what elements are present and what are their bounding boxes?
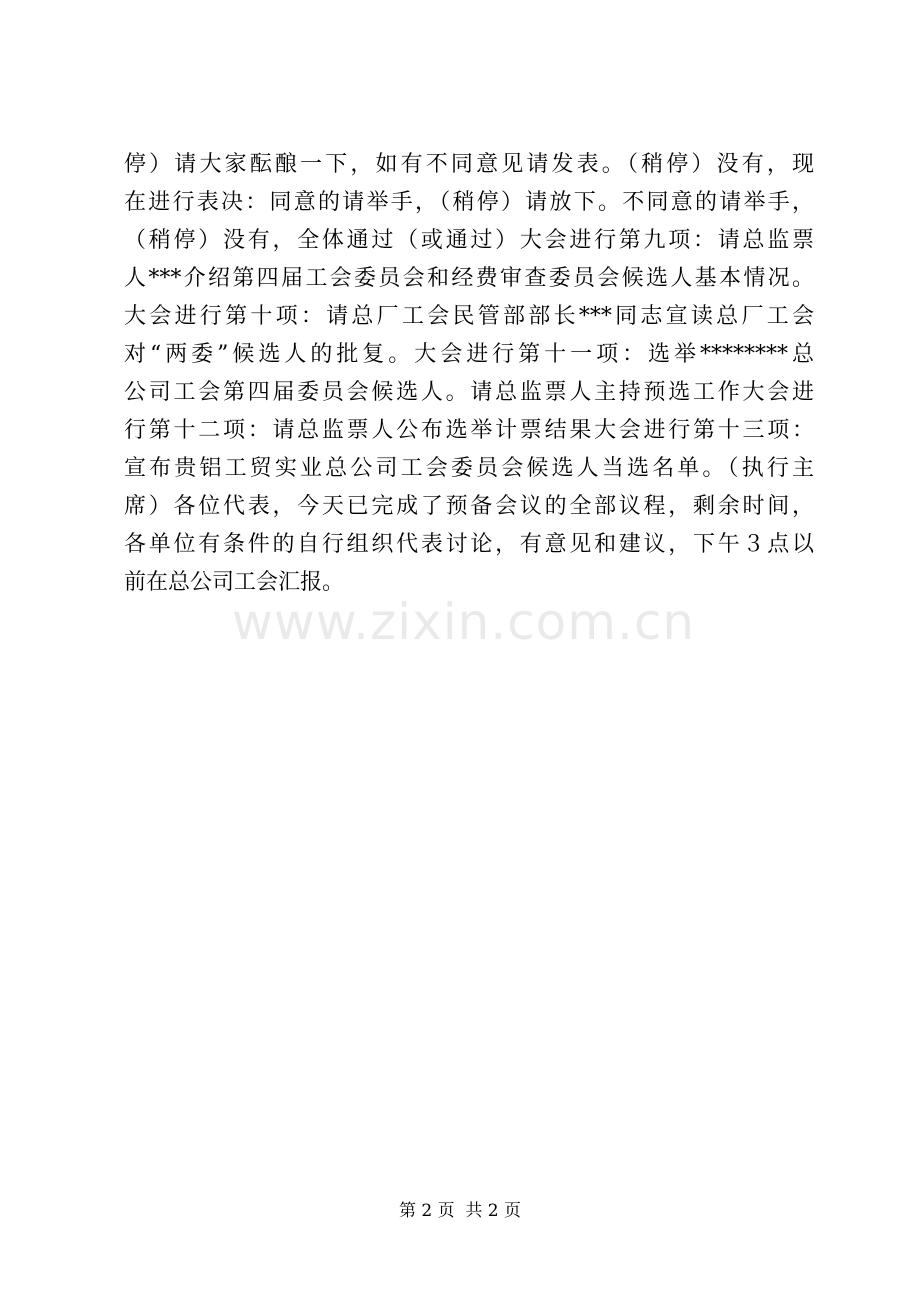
- text-line: 宣布贵铝工贸实业总公司工会委员会候选人当选名单。（执行主: [124, 456, 814, 481]
- watermark: www.zixin.com.cn: [232, 593, 696, 651]
- text-line: （稍停）没有，全体通过（或通过）大会进行第九项：请总监票: [124, 228, 814, 253]
- text-line: 大会进行第十项：请总厂工会民管部部长***同志宣读总厂工会: [124, 304, 814, 329]
- text-line: 前在总公司工会汇报。: [124, 570, 345, 595]
- text-line: 人***介绍第四届工会委员会和经费审查委员会候选人基本情况。: [124, 266, 814, 291]
- text-line: 停）请大家酝酿一下，如有不同意见请发表。（稍停）没有，现: [124, 152, 814, 177]
- text-line: 公司工会第四届委员会候选人。请总监票人主持预选工作大会进: [124, 380, 814, 405]
- text-line: 各单位有条件的自行组织代表讨论，有意见和建议，下午３点以: [124, 532, 814, 557]
- page-number-footer: 第 2 页 共 2 页: [398, 1201, 522, 1221]
- body-text: [124, 146, 814, 602]
- text-line: 席）各位代表，今天已完成了预备会议的全部议程，剩余时间，: [124, 494, 814, 519]
- text-line: 行第十二项：请总监票人公布选举计票结果大会进行第十三项：: [124, 418, 814, 443]
- text-line: 在进行表决：同意的请举手，（稍停）请放下。不同意的请举手，: [124, 190, 814, 215]
- text-line: 对“两委”候选人的批复。大会进行第十一项：选举********总: [124, 342, 814, 367]
